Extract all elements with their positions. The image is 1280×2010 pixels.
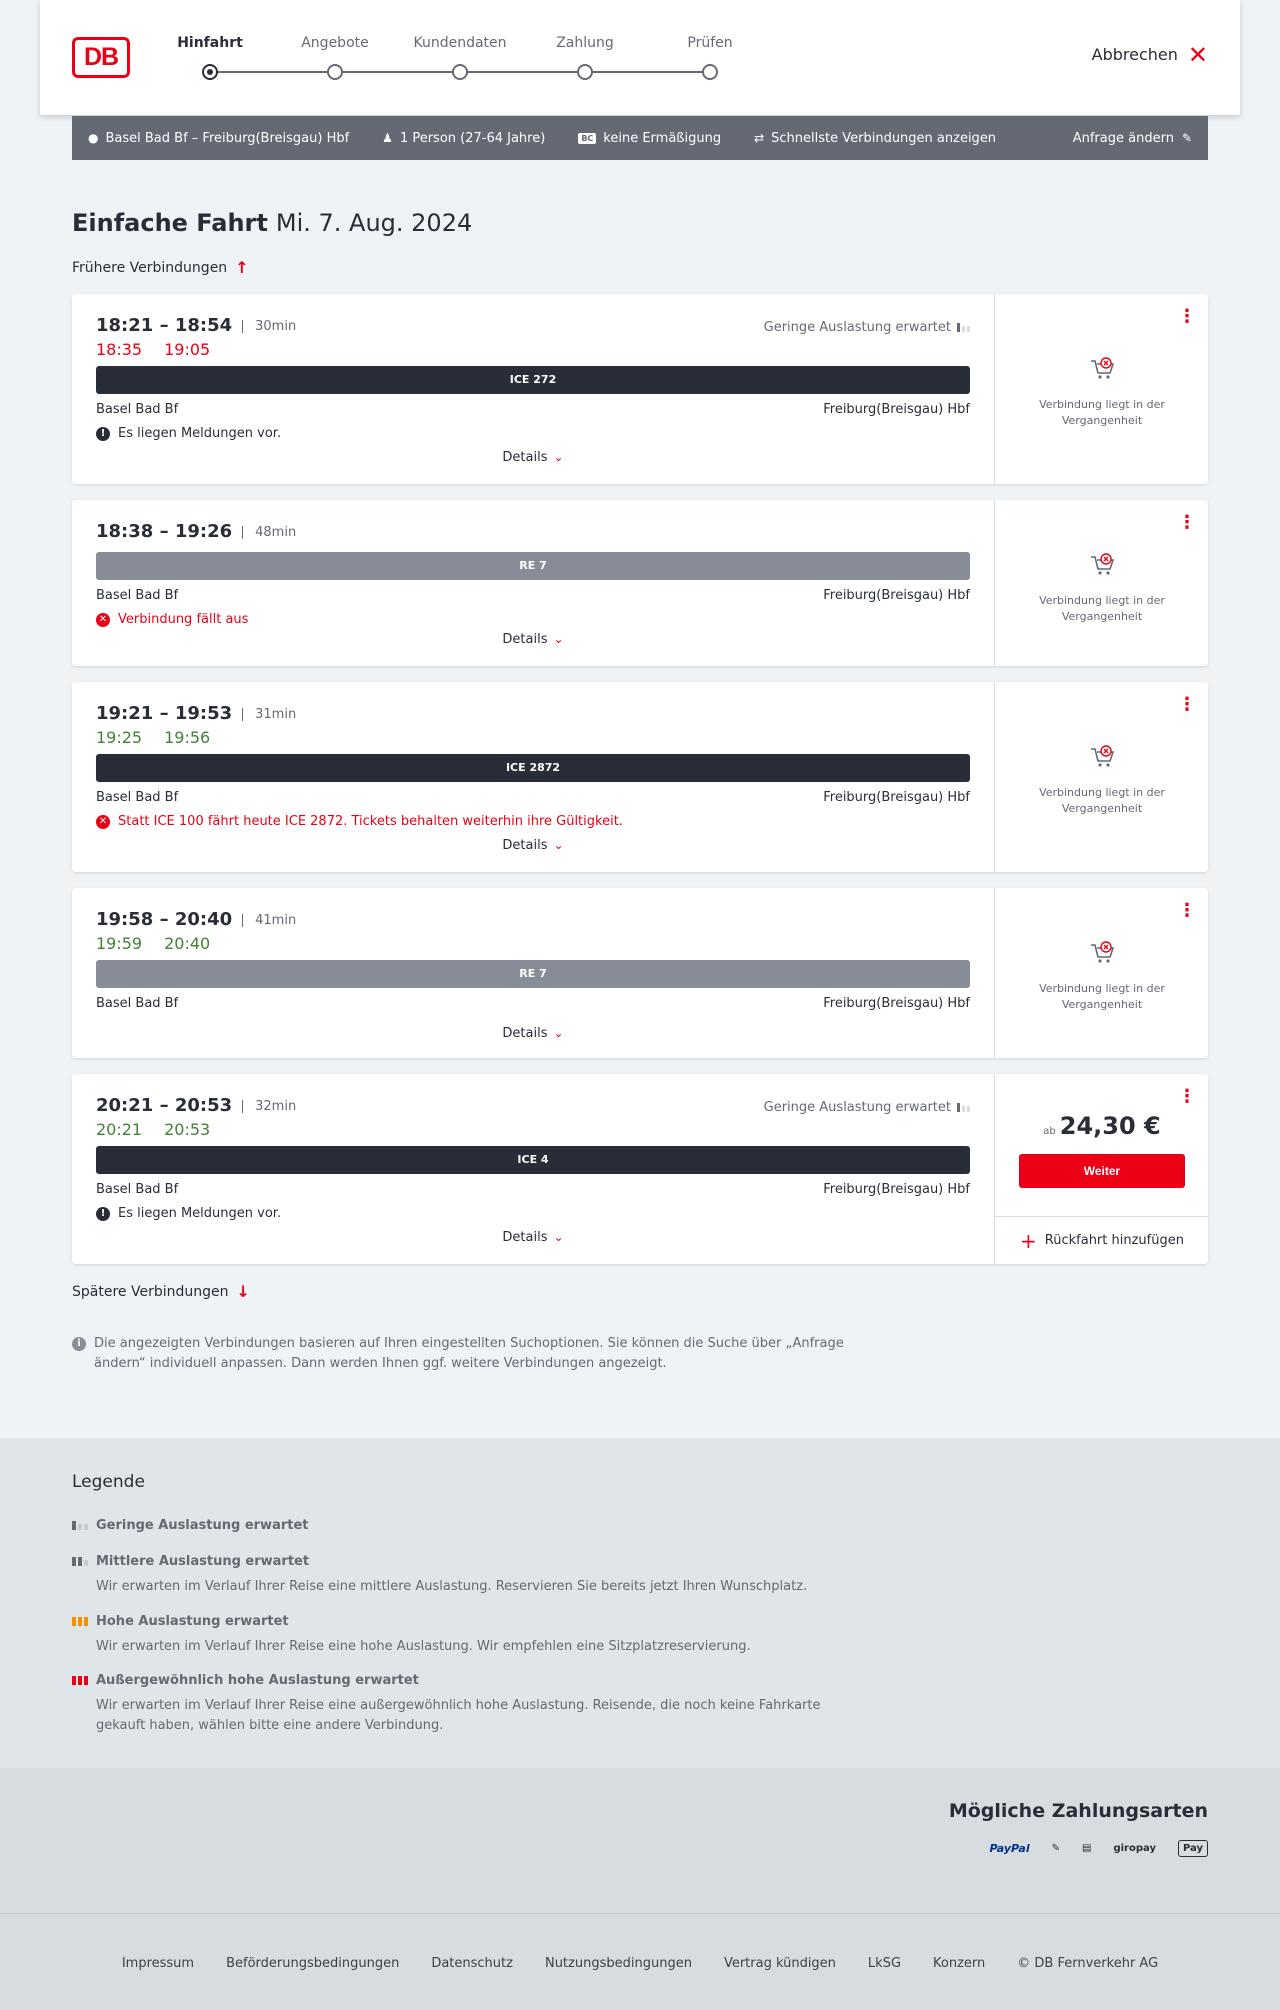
connection-card [72,294,1208,484]
past-connection-notice [995,940,1209,1013]
sepa-icon: ▤ [1082,1843,1092,1854]
legend-item-title: Mittlere Auslastung erwartet [96,1554,310,1569]
pencil-icon: ✎ [1181,131,1192,145]
payment-title: Mögliche Zahlungsarten [948,1800,1208,1822]
legend-item-low [72,1518,872,1533]
cart-unavailable-icon [1089,356,1115,382]
offer-panel [994,294,1208,484]
close-icon: ✕ [1187,40,1208,69]
person-icon: ♟ [382,131,393,145]
realtime-departure: 20:21 [96,1120,143,1139]
more-options-icon[interactable]: ⋮ [1178,694,1196,715]
origin-station: Basel Bad Bf [96,402,179,417]
option-text: Schnellste Verbindungen anzeigen [771,130,997,146]
occupancy-info [764,320,970,335]
origin-station: Basel Bad Bf [96,790,179,805]
bahncard-icon: BC [578,133,596,144]
occupancy-info [764,1100,970,1115]
more-options-icon[interactable]: ⋮ [1178,1086,1196,1107]
cart-unavailable-icon [1089,940,1115,966]
footer-link-konzern[interactable]: Konzern [933,1956,986,1971]
giropay-icon: giropay [1113,1843,1156,1854]
price-value: 24,30 € [1059,1112,1161,1140]
step-dot-angebote [327,64,343,80]
legend-item-title: Außergewöhnlich hohe Auslastung erwartet [96,1673,419,1688]
later-connections-link[interactable] [72,1282,250,1301]
alert-icon: ! [96,427,110,441]
payment-section [0,1768,1280,1913]
cancel-label: Abbrechen [1091,45,1178,64]
cancel-button[interactable] [1091,40,1208,69]
occupancy-medium-icon [72,1557,88,1566]
details-label: Details [502,632,548,647]
footer-link-lksg[interactable]: LkSG [867,1956,902,1971]
step-dot-hinfahrt [202,64,218,80]
destination-station: Freiburg(Breisgau) Hbf [823,402,970,417]
page-title [72,209,472,237]
step-dot-pruefen [702,64,718,80]
cancelled-icon: ✕ [96,815,110,829]
occupancy-low-icon [72,1521,88,1530]
alert-icon: ! [96,1207,110,1221]
details-toggle[interactable] [72,450,994,465]
past-notice-text: Verbindung liegt in der Vergangenheit [1039,982,1165,1011]
connection-times: 19:21 – 19:53 [96,703,233,724]
realtime-arrival: 19:56 [164,728,211,747]
details-toggle[interactable] [72,1026,994,1041]
chevron-down-icon: ⌄ [553,632,564,646]
swap-arrows-icon: ⇄ [754,131,765,145]
arrow-down-icon: ↓ [236,1282,250,1301]
origin-station: Basel Bad Bf [96,588,179,603]
train-bar[interactable]: RE 7 [96,552,970,580]
footer-link-befoerderung[interactable]: Beförderungsbedingungen [226,1956,400,1971]
footer-link-nutzung[interactable]: Nutzungsbedingungen [544,1956,692,1971]
continue-button[interactable]: Weiter [1019,1154,1185,1188]
past-connection-notice [995,356,1209,429]
earlier-label: Frühere Verbindungen [72,259,228,276]
connection-message: Verbindung fällt aus [118,612,249,627]
db-logo[interactable]: DB [72,37,130,78]
legend-section [0,1438,1280,1768]
step-dot-zahlung [577,64,593,80]
occupancy-exceptional-icon [72,1676,88,1685]
footer [0,1913,1280,2010]
step-zahlung: Zahlung [556,35,614,51]
realtime-arrival: 20:40 [164,934,211,953]
more-options-icon[interactable]: ⋮ [1178,512,1196,533]
origin-station: Basel Bad Bf [96,996,179,1011]
search-summary-bar [72,116,1208,160]
connection-duration: 30min [242,320,296,333]
edit-search-label: Anfrage ändern [1072,130,1174,146]
occupancy-high-icon [72,1617,88,1626]
step-dot-kundendaten [452,64,468,80]
occupancy-low-icon [957,323,970,332]
price-prefix: ab [1043,1126,1056,1137]
chevron-down-icon: ⌄ [553,838,564,852]
details-label: Details [502,838,548,853]
past-connection-notice [995,552,1209,625]
edit-search-button[interactable] [1073,131,1192,146]
paypal-icon: PayPal [989,1842,1030,1855]
price-display [995,1112,1209,1140]
legend-item-exceptional [72,1673,872,1736]
trip-type: Einfache Fahrt [72,209,268,237]
location-pin-icon: ● [88,131,99,145]
connection-times: 20:21 – 20:53 [96,1095,233,1116]
details-label: Details [502,450,548,465]
connection-message: Es liegen Meldungen vor. [118,426,282,441]
earlier-connections-link[interactable] [72,258,249,277]
train-bar[interactable]: RE 7 [96,960,970,988]
info-note [72,1334,852,1374]
details-toggle[interactable] [72,1230,994,1245]
info-text: Die angezeigten Verbindungen basieren auf Ihren eingestellten Suchoptionen. Sie können die Suche über „Anfrage ändern“ individuell anpassen. Dann werden Ihnen ggf. weitere Verbindungen angezeigt. [94,1336,844,1371]
connection-times: 18:21 – 18:54 [96,315,233,336]
occupancy-label: Geringe Auslastung erwartet [763,320,951,335]
connection-card [72,500,1208,666]
add-return-button[interactable] [995,1216,1209,1264]
discount-text: keine Ermäßigung [603,130,722,146]
chevron-down-icon: ⌄ [553,450,564,464]
later-label: Spätere Verbindungen [72,1283,229,1300]
occupancy-label: Geringe Auslastung erwartet [763,1100,951,1115]
realtime-departure: 19:25 [96,728,143,747]
booking-steps [40,0,760,115]
connection-card [72,1074,1208,1264]
chevron-down-icon: ⌄ [553,1230,564,1244]
details-toggle[interactable] [72,632,994,647]
add-return-label: Rückfahrt hinzufügen [1044,1233,1184,1248]
route-text: Basel Bad Bf – Freiburg(Breisgau) Hbf [105,130,350,146]
more-options-icon[interactable]: ⋮ [1178,306,1196,327]
cart-unavailable-icon [1089,552,1115,578]
realtime-arrival: 19:05 [164,340,211,359]
legend-item-desc: Wir erwarten im Verlauf Ihrer Reise eine mittlere Auslastung. Reservieren Sie bereits jetzt Ihren Wunschplatz. [96,1579,808,1594]
train-bar[interactable]: ICE 272 [96,366,970,394]
applepay-icon: Pay [1178,1840,1208,1857]
cancelled-icon: ✕ [96,613,110,627]
train-bar[interactable]: ICE 2872 [96,754,970,782]
details-toggle[interactable] [72,838,994,853]
legend-item-title: Hohe Auslastung erwartet [96,1614,289,1629]
offer-panel [994,1074,1208,1264]
connection-times: 18:38 – 19:26 [96,521,233,542]
offer-panel [994,888,1208,1058]
destination-station: Freiburg(Breisgau) Hbf [823,588,970,603]
arrow-up-icon: ↑ [235,258,249,277]
legend-item-medium [72,1554,872,1597]
connection-message: Statt ICE 100 fährt heute ICE 2872. Tickets behalten weiterhin ihre Gültigkeit. [118,814,623,829]
realtime-arrival: 20:53 [164,1120,211,1139]
info-icon: i [72,1337,86,1351]
offer-panel [994,500,1208,666]
connection-card [72,888,1208,1058]
step-angebote: Angebote [301,35,369,51]
destination-station: Freiburg(Breisgau) Hbf [823,1182,970,1197]
trip-date: Mi. 7. Aug. 2024 [275,209,473,237]
step-pruefen: Prüfen [687,35,733,51]
connection-duration: 41min [242,914,296,927]
legend-title: Legende [72,1472,145,1492]
footer-link-impressum[interactable]: Impressum [121,1956,195,1971]
connection-duration: 31min [242,708,296,721]
train-bar[interactable]: ICE 4 [96,1146,970,1174]
details-label: Details [502,1230,548,1245]
legend-item-desc: Wir erwarten im Verlauf Ihrer Reise eine hohe Auslastung. Wir empfehlen eine Sitzplatzreservierung. [96,1639,751,1654]
progress-header [40,0,1240,115]
passengers-text: 1 Person (27-64 Jahre) [399,130,546,146]
payment-methods [989,1840,1208,1857]
legend-item-desc: Wir erwarten im Verlauf Ihrer Reise eine außergewöhnlich hohe Auslastung. Reisende, die noch keine Fahrkarte gekauft haben, wählen bitte eine andere Verbindung. [96,1698,821,1733]
realtime-departure: 19:59 [96,934,143,953]
footer-links [0,1956,1280,1971]
step-hinfahrt[interactable]: Hinfahrt [177,35,243,51]
footer-link-vertrag[interactable]: Vertrag kündigen [723,1956,836,1971]
footer-link-datenschutz[interactable]: Datenschutz [431,1956,513,1971]
past-notice-text: Verbindung liegt in der Vergangenheit [1039,786,1165,815]
legend-item-title: Geringe Auslastung erwartet [96,1518,309,1533]
step-kundendaten: Kundendaten [413,35,507,51]
destination-station: Freiburg(Breisgau) Hbf [823,790,970,805]
connection-message: Es liegen Meldungen vor. [118,1206,282,1221]
realtime-departure: 18:35 [96,340,143,359]
connection-times: 19:58 – 20:40 [96,909,233,930]
details-label: Details [502,1026,548,1041]
destination-station: Freiburg(Breisgau) Hbf [823,996,970,1011]
connection-duration: 32min [242,1100,296,1113]
past-connection-notice [995,744,1209,817]
cart-unavailable-icon [1089,744,1115,770]
connection-card [72,682,1208,872]
creditcard-icon: ✎ [1051,1843,1060,1854]
legend-item-high [72,1614,872,1657]
offer-panel [994,682,1208,872]
occupancy-low-icon [957,1103,970,1112]
origin-station: Basel Bad Bf [96,1182,179,1197]
copyright: © DB Fernverkehr AG [1017,1956,1159,1971]
plus-icon: + [1020,1228,1037,1253]
past-notice-text: Verbindung liegt in der Vergangenheit [1039,398,1165,427]
connection-duration: 48min [242,526,296,539]
past-notice-text: Verbindung liegt in der Vergangenheit [1039,594,1165,623]
more-options-icon[interactable]: ⋮ [1178,900,1196,921]
chevron-down-icon: ⌄ [553,1026,564,1040]
